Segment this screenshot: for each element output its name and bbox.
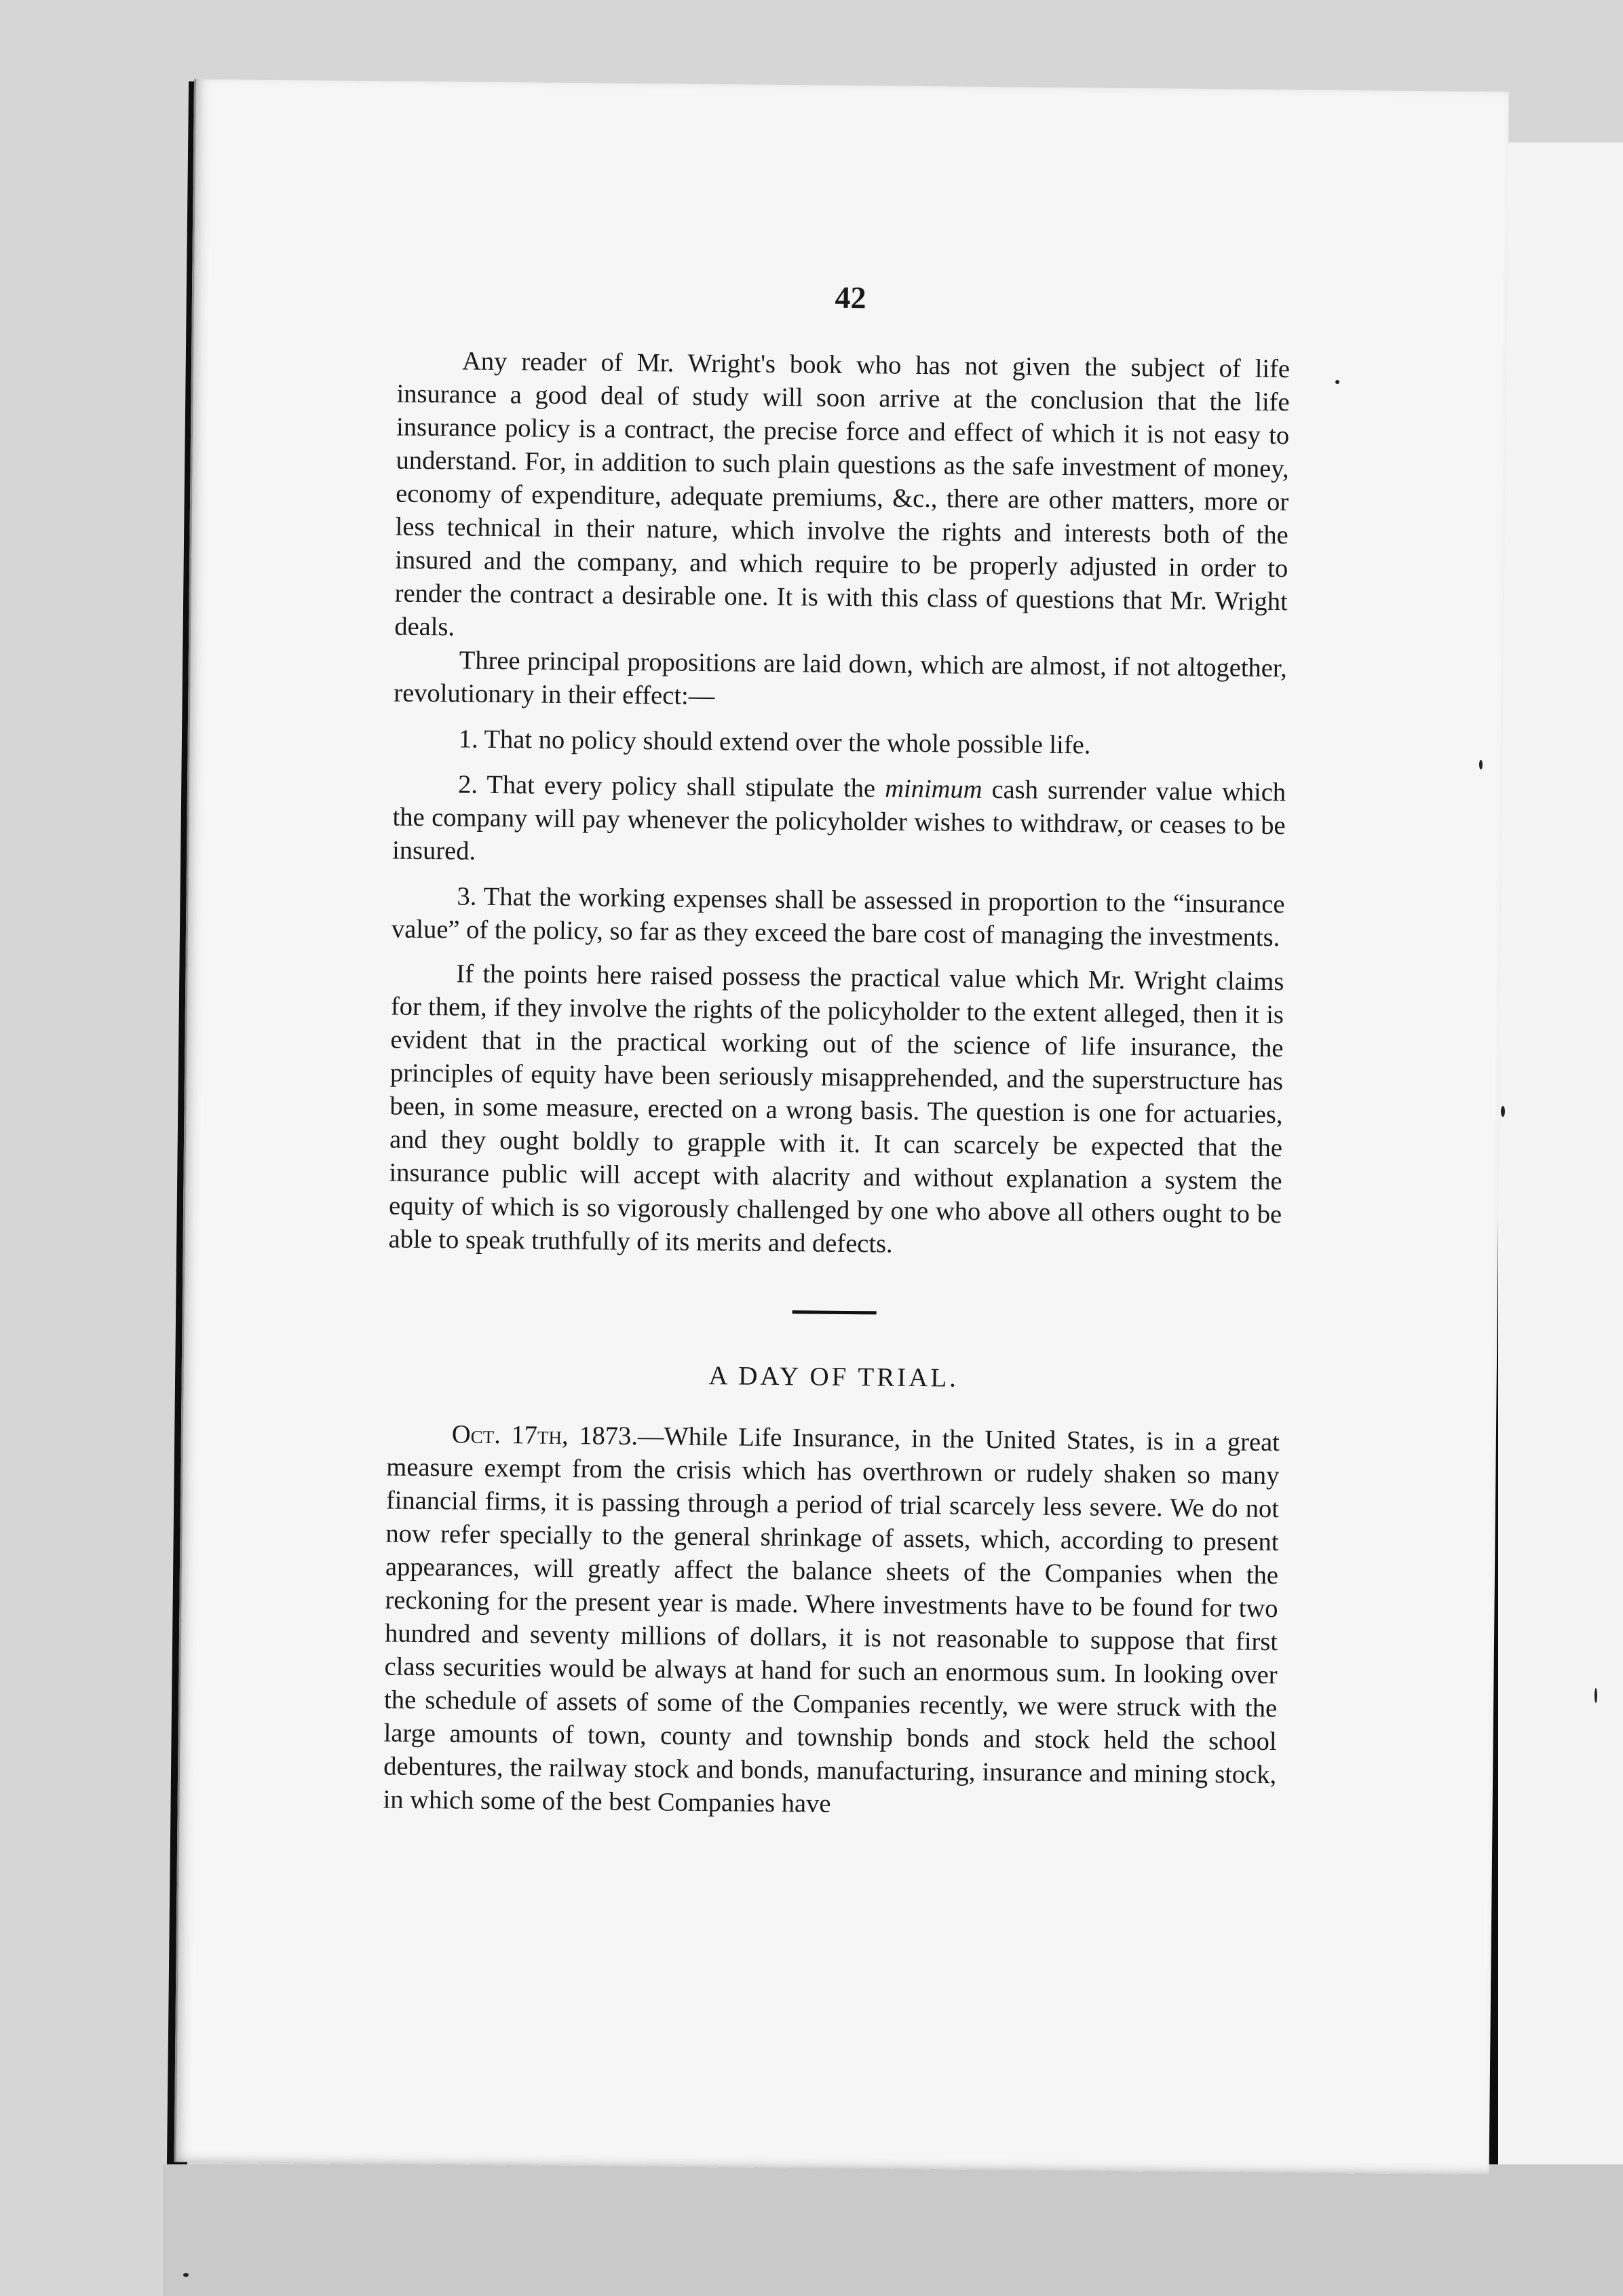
page-number: 42 xyxy=(835,280,866,315)
scan-speck xyxy=(1335,380,1339,384)
proposition-2-emphasis: minimum xyxy=(885,774,982,804)
scan-speck xyxy=(1595,1688,1597,1703)
scan-background xyxy=(163,2164,1623,2296)
article-heading: A DAY OF TRIAL. xyxy=(708,1361,959,1393)
scan-speck xyxy=(183,2273,189,2277)
paragraph-intro: Any reader of Mr. Wright's book who has not given the subject of life insurance a good deal of study will soon arrive at the conclusion that the life insurance policy is a contract, the precise force and effect of which it is not easy to understand. For, in addition to such plain questions as the safe investment of money, economy of expenditure, adequate premiums, &c., there are other matters, more or less technical in their nature, which involve the rights and interests both of the insured and the company, and which require to be properly adjusted in order to render the contract a desirable one. It is with this class of questions that Mr. Wright deals. xyxy=(394,347,1291,642)
article-dateline: Oct. 17th, 1873. xyxy=(451,1420,638,1451)
paragraph-propositions: Three principal propositions are laid down, which are almost, if not altogether, revolutionary in their effect:— xyxy=(394,646,1287,711)
proposition-2 xyxy=(392,768,1286,877)
proposition-1: 1. That no policy should extend over the whole possible life. xyxy=(458,725,1091,760)
scan-speck xyxy=(1501,1106,1505,1117)
book-page xyxy=(174,79,1509,2175)
section-divider xyxy=(793,1310,877,1314)
proposition-2-text-a: 2. That every policy shall stipulate the xyxy=(457,770,885,803)
paragraph-conclusion: If the points here raised possess the practical value which Mr. Wright claims for them, if they involve the rights of the policyholder to the extent alleged, then it is evident that in the practical working out of the science of life insurance, the principles of equity have been seriously misapprehended, and the superstructure has been, in some measure, erected on a wrong basis. The question is one for actuaries, and they ought boldly to grapple with it. It can scarcely be expected that the insurance public will accept with alacrity and without explanation a system the equity of which is so vigorously challenged by one who above all others ought to be able to speak truthfully of its merits and defects. xyxy=(388,959,1284,1259)
article-paragraph xyxy=(383,1418,1280,1826)
proposition-3: 3. That the working expenses shall be assessed in proportion to the “insurance value” of the policy, so far as they exceed the bare cost of managing the investments. xyxy=(391,882,1285,953)
page-body xyxy=(383,345,1290,1826)
proposition-2-text-b: cash surrender value which the company will pay whenever the policyholder wishes to withdraw, or ceases to be insured. xyxy=(392,775,1286,866)
scan-speck xyxy=(1479,760,1483,769)
facing-page-edge xyxy=(1498,142,1623,2178)
article-text: —While Life Insurance, in the United States, is in a great measure exempt from the crisis which has overthrown or rudely shaken so many financial firms, it is passing through a period of trial scarcely less severe. We do not now refer specially to the general shrinkage of assets, which, according to present appearances, will greatly affect the balance sheets of the Companies when the reckoning for the present year is made. Where investments have to be found for two hundred and seventy millions of dollars, it is not reasonable to suppose that first class securities would be always at hand for such an enormous sum. In looking over the schedule of assets of some of the Companies recently, we were struck with the large amounts of town, county and township bonds and stock held the school debentures, the railway stock and bonds, manufacturing, insurance and mining stock, in which some of the best Companies have xyxy=(383,1422,1280,1818)
